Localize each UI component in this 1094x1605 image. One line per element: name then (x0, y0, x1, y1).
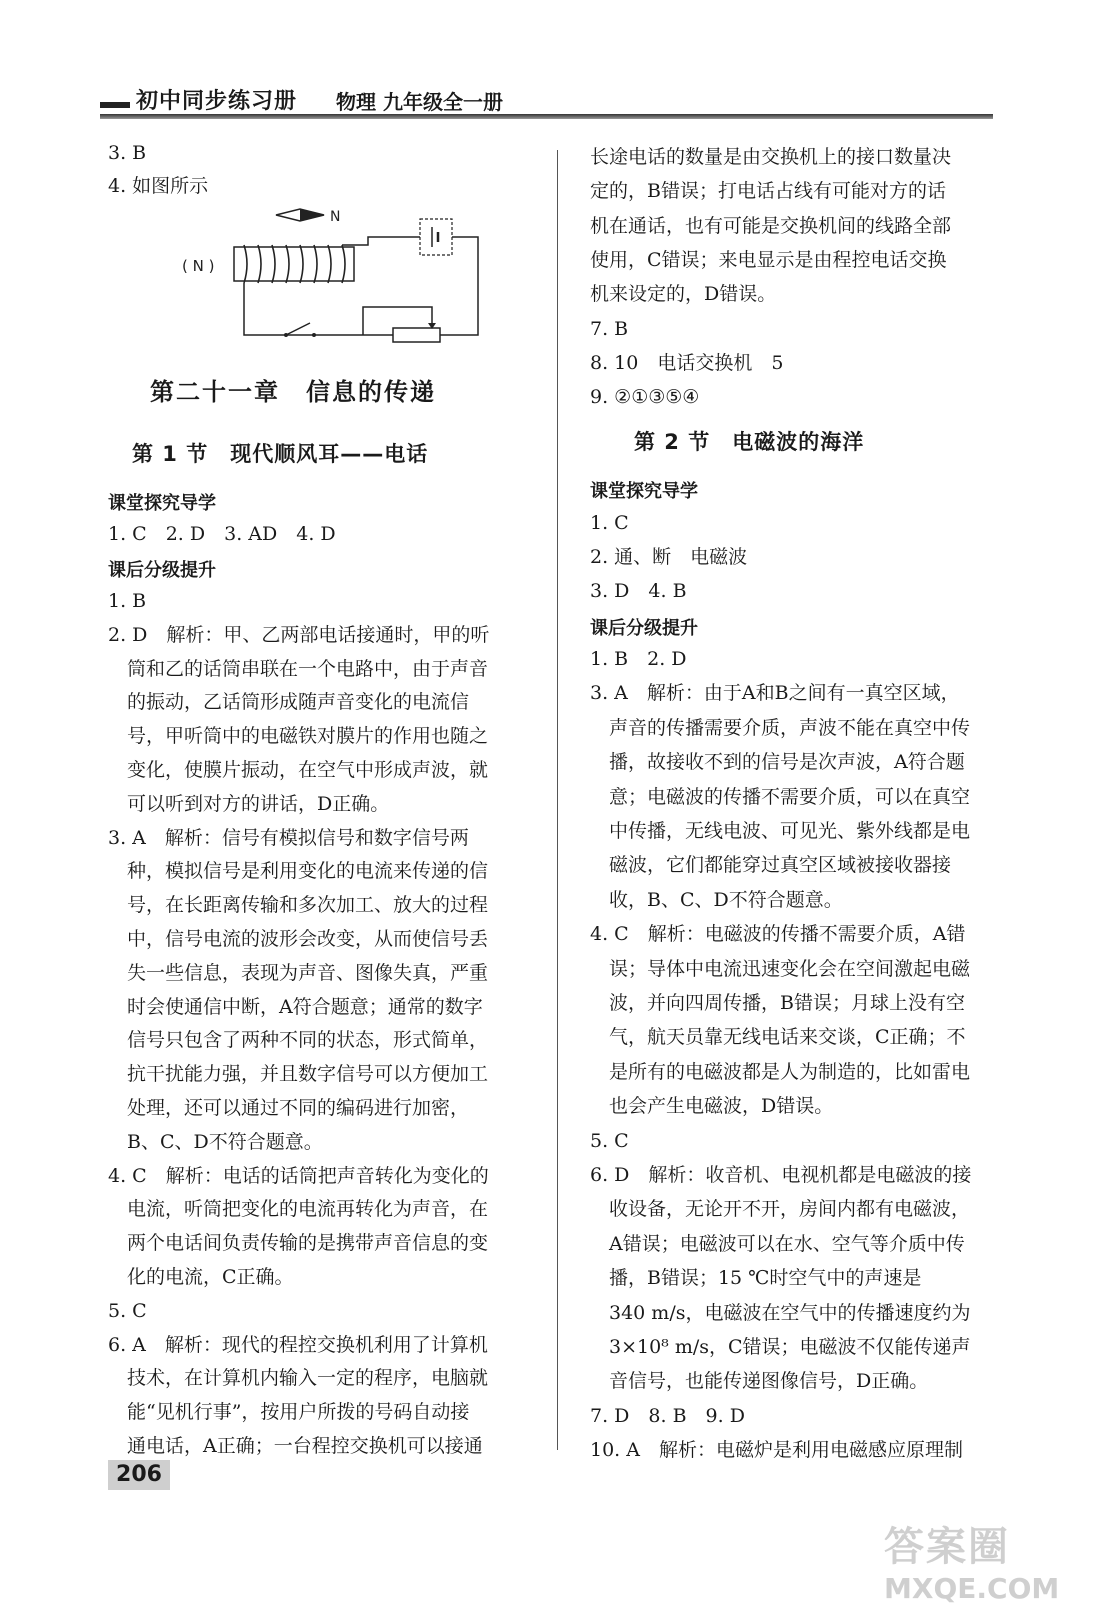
solenoid-core (234, 247, 354, 281)
series-title: 初中同步练习册 (136, 89, 298, 114)
answer-line: 磁波，它们都能穿过真空区域被接收器接 (590, 854, 952, 877)
answer-line: 6. D 解析：收音机、电视机都是电磁波的接 (590, 1164, 972, 1186)
subsection-heading: 课堂探究导学 (108, 493, 216, 514)
answer-line: 3. D 4. B (590, 580, 687, 602)
circuit-diagram (178, 205, 498, 350)
answer-line: 2. D 解析：甲、乙两部电话接通时，甲的听 (108, 623, 490, 646)
needle-pole-label: N (330, 209, 341, 225)
answer-line: 2. 通、断 电磁波 (590, 546, 748, 568)
answer-line: 机在通话，也有可能是交换机间的线路全部 (590, 214, 952, 237)
answer-line: 1. B 2. D (590, 648, 687, 670)
page-header (100, 84, 1000, 124)
answer-line: 5. C (108, 1299, 147, 1322)
watermark-text: 答案圈 (884, 1524, 1010, 1570)
answer-line: 抗干扰能力强，并且数字信号可以方便加工 (108, 1063, 489, 1086)
section-title: 第 1 节 现代顺风耳——电话 (132, 442, 429, 466)
answer-line: 定的，B错误；打电话占线有可能对方的话 (590, 180, 946, 203)
section-title: 第 2 节 电磁波的海洋 (634, 430, 865, 454)
subsection-heading: 课堂探究导学 (590, 481, 698, 502)
answer-line: B、C、D不符合题意。 (108, 1130, 323, 1153)
page-number: 206 (108, 1460, 170, 1490)
battery-box (420, 219, 452, 255)
answer-line: 音信号，也能传递图像信号，D正确。 (590, 1370, 929, 1393)
answer-line: 4. C 解析：电话的话筒把声音转化为变化的 (108, 1164, 489, 1187)
answer-line: A错误；电磁波可以在水、空气等介质中传 (590, 1232, 965, 1255)
answer-line: 种，模拟信号是利用变化的电流来传递的信 (108, 860, 489, 883)
coil-pole-label: ( N ) (182, 257, 215, 275)
subsection-heading: 课后分级提升 (590, 618, 698, 639)
answer-line: 失一些信息，表现为声音、图像失真，严重 (108, 961, 489, 984)
answer-line: 9. ②①③⑤④ (590, 386, 700, 409)
answer-line: 收设备，无论开不开，房间内都有电磁波， (590, 1198, 971, 1221)
answer-line: 技术，在计算机内输入一定的程序，电脑就 (108, 1367, 489, 1390)
answer-line: 能“见机行事”，按用户所拨的号码自动接 (108, 1401, 470, 1424)
answer-line: 7. D 8. B 9. D (590, 1404, 745, 1427)
answer-line: 8. 10 电话交换机 5 (590, 351, 784, 374)
answer-line: 通电话，A正确；一台程控交换机可以接通 (108, 1435, 483, 1457)
header-rule (100, 114, 993, 119)
subsection-heading: 课后分级提升 (108, 560, 216, 581)
answer-line: 4. C 解析：电磁波的传播不需要介质，A错 (590, 923, 966, 946)
answer-line: 4. 如图所示 (108, 175, 209, 197)
watermark-url: MXQE.COM (884, 1572, 1060, 1605)
chapter-title: 第二十一章 信息的传递 (150, 378, 436, 406)
answer-line: 化的电流，C正确。 (108, 1266, 294, 1288)
answer-line: 使用，C错误；来电显示是由程控电话交换 (590, 248, 947, 271)
answer-line: 3×10⁸ m/s，C错误；电磁波不仅能传递声 (590, 1336, 971, 1358)
answer-line: 长途电话的数量是由交换机上的接口数量决 (590, 146, 952, 168)
answer-line: 1. B (108, 590, 147, 612)
subject-title: 物理 九年级全一册 (336, 90, 503, 114)
answer-line: 3. A 解析：信号有模拟信号和数字信号两 (108, 826, 469, 849)
answer-line: 3. A 解析：由于A和B之间有一真空区域， (590, 682, 960, 705)
answer-line: 5. C (590, 1129, 629, 1152)
answer-line: 时会使通信中断，A符合题意；通常的数字 (108, 995, 483, 1018)
answer-line: 电流，听筒把变化的电流再转化为声音，在 (108, 1198, 489, 1221)
answer-line: 1. C (590, 512, 629, 534)
answer-line: 3. B (108, 142, 147, 164)
answer-line: 播，故接收不到的信号是次声波，A符合题 (590, 751, 965, 774)
answer-line: 筒和乙的话筒串联在一个电路中，由于声音 (108, 657, 489, 680)
answer-line: 收，B、C、D不符合题意。 (590, 888, 843, 911)
answer-line: 7. B (590, 317, 629, 340)
answer-line: 中传播，无线电波、可见光、紫外线都是电 (590, 820, 971, 842)
answer-line: 可以听到对方的讲话，D正确。 (108, 792, 390, 815)
answer-line: 的振动，乙话筒形成随声音变化的电流信 (108, 691, 470, 714)
column-divider (557, 150, 558, 1450)
header-decor-bar (100, 102, 130, 108)
answer-line: 变化，使膜片振动，在空气中形成声波，就 (108, 759, 489, 781)
answer-line: 1. C 2. D 3. AD 4. D (108, 523, 336, 545)
answer-line: 340 m/s，电磁波在空气中的传播速度约为 (590, 1301, 971, 1324)
answer-line: 机来设定的，D错误。 (590, 283, 777, 306)
answer-line: 也会产生电磁波，D错误。 (590, 1095, 834, 1118)
answer-line: 信号只包含了两种不同的状态，形式简单， (108, 1029, 489, 1052)
answer-line: 中，信号电流的波形会改变，从而使信号丢 (108, 928, 489, 950)
answer-line: 号，甲听筒中的电磁铁对膜片的作用也随之 (108, 725, 489, 748)
answer-line: 播，B错误；15 ℃时空气中的声速是 (590, 1267, 922, 1290)
answer-line: 号，在长距离传输和多次加工、放大的过程 (108, 894, 489, 917)
answer-line: 处理，还可以通过不同的编码进行加密， (108, 1097, 470, 1119)
watermark (884, 1515, 1074, 1605)
answer-line: 6. A 解析：现代的程控交换机利用了计算机 (108, 1333, 488, 1356)
answer-line: 两个电话间负责传输的是携带声音信息的变 (108, 1232, 489, 1255)
answer-line: 10. A 解析：电磁炉是利用电磁感应原理制 (590, 1439, 963, 1462)
rheostat (393, 328, 440, 342)
answer-line: 波，并向四周传播，B错误；月球上没有空 (590, 992, 965, 1014)
answer-line: 声音的传播需要介质，声波不能在真空中传 (590, 716, 971, 739)
answer-line: 意；电磁波的传播不需要介质，可以在真空 (590, 785, 971, 808)
answer-line: 是所有的电磁波都是人为制造的，比如雷电 (590, 1060, 971, 1083)
answer-line: 误；导体中电流迅速变化会在空间激起电磁 (590, 957, 971, 980)
answer-line: 气，航天员靠无线电话来交谈，C正确；不 (590, 1026, 966, 1049)
